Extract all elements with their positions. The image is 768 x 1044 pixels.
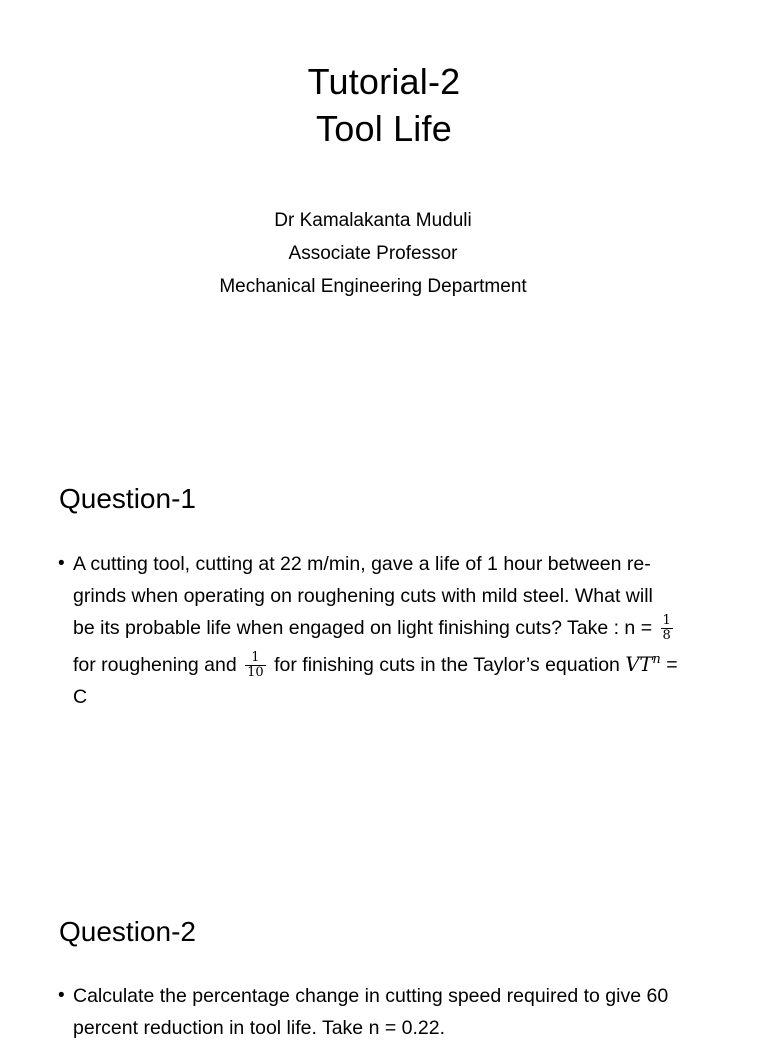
question-1-bullet bbox=[58, 548, 713, 713]
question-1-line-4 bbox=[73, 644, 713, 681]
fraction-denominator: 10 bbox=[247, 665, 264, 681]
question-2-bullet bbox=[58, 980, 713, 1044]
fraction-denominator: 8 bbox=[662, 628, 671, 644]
slide-title-line-1: Tutorial-2 bbox=[307, 61, 461, 102]
question-1-heading: Question-1 bbox=[59, 483, 196, 514]
bullet-icon: • bbox=[58, 985, 65, 1006]
question-1-line-2: grinds when operating on roughening cuts with mild steel. What will bbox=[73, 585, 653, 607]
fraction-numerator: 1 bbox=[662, 613, 671, 629]
question-1-slide bbox=[0, 432, 768, 872]
fraction-numerator: 1 bbox=[245, 651, 266, 666]
title-slide bbox=[0, 0, 768, 420]
question-1-line-1: A cutting tool, cutting at 22 m/min, gave a life of 1 hour between re- bbox=[73, 553, 651, 575]
question-1-line-3 bbox=[73, 612, 713, 644]
question-2-line-2: percent reduction in tool life. Take n = 0.22. bbox=[73, 1017, 446, 1039]
slide-title-line-2: Tool Life bbox=[316, 108, 452, 149]
equation-base: VT bbox=[625, 653, 653, 676]
question-1-line-4-text: for roughening and bbox=[73, 654, 243, 676]
question-1-line-4-suffix: = bbox=[660, 654, 678, 676]
author-department: Mechanical Engineering Department bbox=[219, 276, 527, 297]
question-1-line-3-text: be its probable life when engaged on light finishing cuts? Take : n = bbox=[73, 617, 658, 639]
equation-exponent: n bbox=[652, 652, 661, 667]
question-2-heading: Question-2 bbox=[59, 916, 196, 947]
question-1-line-4-middle: for finishing cuts in the Taylor’s equation bbox=[268, 654, 626, 676]
author-role: Associate Professor bbox=[288, 243, 458, 264]
author-name: Dr Kamalakanta Muduli bbox=[274, 210, 472, 231]
bullet-icon: • bbox=[58, 553, 65, 574]
question-2-line-1: Calculate the percentage change in cutting speed required to give 60 bbox=[73, 985, 669, 1007]
taylor-equation bbox=[625, 653, 660, 676]
fraction-one-eighth bbox=[661, 614, 673, 643]
question-2-slide bbox=[0, 872, 768, 1039]
question-1-line-5: C bbox=[73, 686, 88, 708]
fraction-one-tenth bbox=[245, 651, 266, 680]
